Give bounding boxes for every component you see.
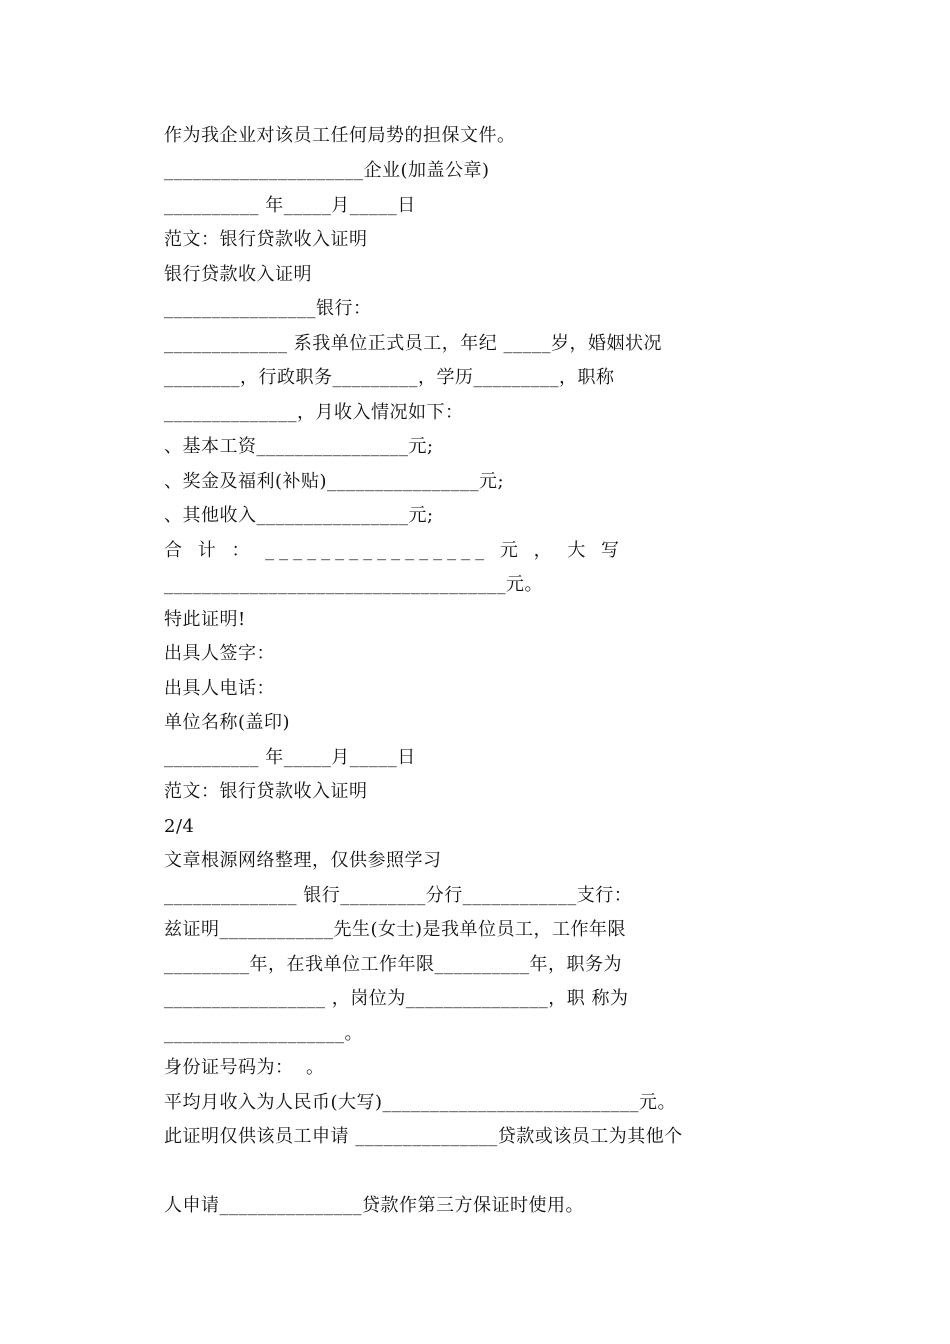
text-line-other-income: 、其他收入________________元; [164, 505, 434, 526]
text-line-id-number: 身份证号码为： 。 [164, 1057, 325, 1078]
text-line-total-uppercase: ____________________________________元。 [164, 574, 543, 595]
text-line-sample-heading-1: 范文：银行贷款收入证明 [164, 229, 368, 250]
text-line-source-note: 文章根源网络整理，仅供参照学习 [164, 850, 442, 871]
page-number: 2/4 [164, 816, 195, 837]
text-line-employee-info: _____________ 系我单位正式员工，年纪 _____岁，婚姻状况 [164, 333, 662, 354]
text-line-employee-certification: 兹证明____________先生(女士)是我单位员工，工作年限 [164, 919, 627, 940]
text-line-total: 合 计 ： ________________ 元 ， 大 写 [164, 540, 625, 561]
text-line-issuer-signature: 出具人签字： [164, 643, 275, 664]
text-line-title-blank: ___________________。 [164, 1023, 363, 1044]
text-line-monthly-income-intro: ______________，月收入情况如下： [164, 402, 464, 423]
text-line-issuer-phone: 出具人电话： [164, 678, 275, 699]
text-line-post-title: _________________ ，岗位为_______________，职 称为 [164, 988, 629, 1009]
text-line-sample-heading-2: 范文：银行贷款收入证明 [164, 781, 368, 802]
text-line-average-income: 平均月收入为人民币(大写)___________________________元。 [164, 1092, 677, 1113]
text-line-work-years: _________年，在我单位工作年限__________年，职务为 [164, 954, 622, 975]
text-line-date-2: __________ 年_____月_____日 [164, 747, 416, 768]
text-line-date-1: __________ 年_____月_____日 [164, 195, 416, 216]
text-line-bank-branch: ______________ 银行_________分行____________支行： [164, 885, 633, 906]
text-line-guarantee: 作为我企业对该员工任何局势的担保文件。 [164, 125, 516, 146]
text-line-bonus-welfare: 、奖金及福利(补贴)________________元; [164, 471, 505, 492]
text-line-basic-salary: 、基本工资________________元; [164, 436, 434, 457]
text-line-certificate-title: 银行贷款收入证明 [164, 264, 312, 285]
text-line-company-seal: _____________________企业(加盖公章) [164, 160, 490, 181]
text-line-usage-1: 此证明仅供该员工申请 _______________贷款或该员工为其他个 [164, 1126, 683, 1147]
text-line-position-education: ________，行政职务_________，学历_________，职称 [164, 367, 615, 388]
text-line-hereby-certify: 特此证明! [164, 609, 246, 630]
text-line-usage-2: 人申请_______________贷款作第三方保证时使用。 [164, 1195, 584, 1216]
text-line-bank: ________________银行： [164, 298, 372, 319]
text-line-unit-name-seal: 单位名称(盖印) [164, 712, 291, 733]
